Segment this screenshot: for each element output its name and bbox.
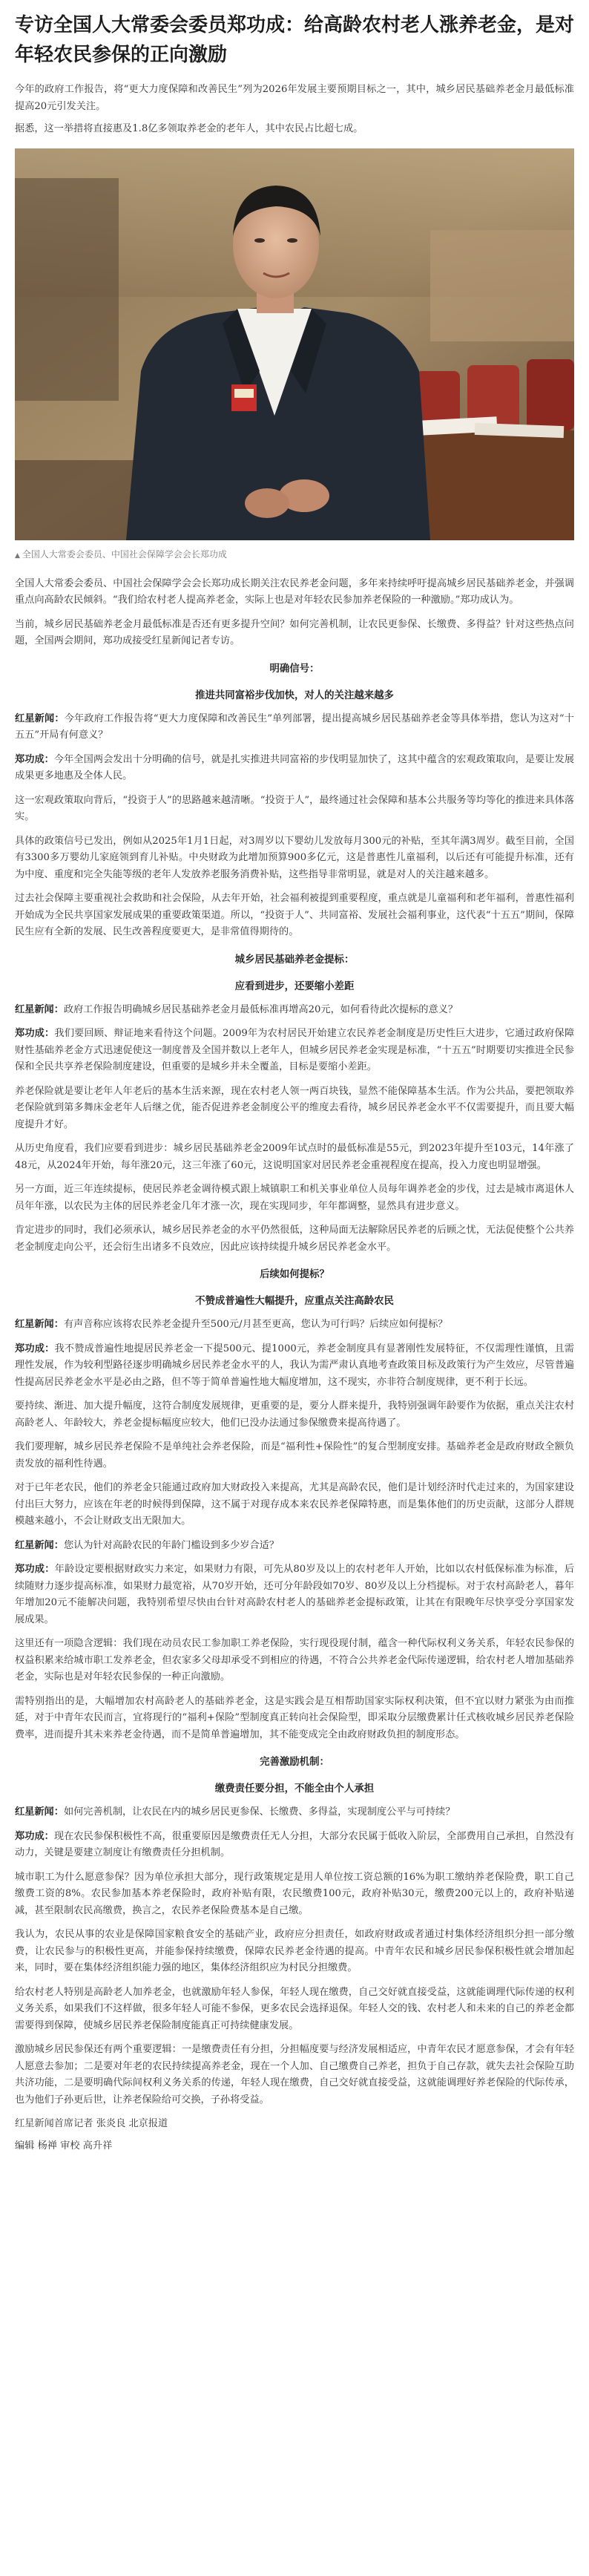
speaker-label: 郑功成： [15, 1028, 55, 1039]
paragraph-text: 今年全国两会发出十分明确的信号，就是扎实推进共同富裕的步伐明显加快了，这其中蕴含的宏观政策取向，是要让发展成果更多地惠及全体人民。 [15, 753, 575, 781]
paragraph-text: 今年政府工作报告将“更大力度保障和改善民生”单列部署，提出提高城乡居民基础养老金等具体举措，您认为这对“十五五”开局有何意义？ [15, 712, 574, 741]
speaker-label: 红星新闻： [15, 1319, 64, 1330]
qa-paragraph [15, 752, 574, 785]
qa-paragraph [15, 1561, 574, 1628]
qa-paragraph [15, 1182, 574, 1215]
qa-paragraph [15, 1538, 574, 1555]
qa-paragraph [15, 1317, 574, 1334]
qa-paragraph [15, 1636, 574, 1686]
speaker-label: 郑功成： [15, 753, 54, 765]
qa-paragraph [15, 833, 574, 884]
paragraph-text: 城市职工为什么愿意参保？因为单位承担大部分，现行政策规定是用人单位按工资总额的16%为职工缴纳养老保险费，职工自己缴费工资的8%。农民参加基本养老保险时，政府补贴有限，农民缴费100元，政府补贴30元，缴费200元以上的，政府补贴递减，甚至限制农民高缴费，换言之，农民养老保险费基本是自己缴。 [15, 1871, 574, 1916]
paragraph-text: 我们要理解，城乡居民养老保险不是单纯社会养老保险，而是“福利性+保险性”的复合型制度安排。基础养老金是政府财政全额负责发放的福利性待遇。 [15, 1441, 574, 1469]
photo-caption [15, 548, 574, 563]
paragraph-text: 给农村老人特别是高龄老人加养老金，也就激励年轻人参保，年轻人现在缴费，自己交好就直接受益，这就能调理代际传递的权利义务关系，如果我们不这样做，很多年轻人可能不参保，更多农民会选择退保。年轻人交的钱、农村老人和未来的自己的养老金都需要得到保障，使城乡居民养老保险制度能真正可持续健康发展。 [15, 1986, 574, 2031]
article [0, 10, 589, 2154]
qa-paragraph [15, 2042, 574, 2108]
section-subtitle: 缴费责任要分担，不能全由个人承担 [214, 1783, 375, 1795]
qa-paragraph [15, 1869, 574, 1920]
qa-paragraph [15, 1694, 574, 1744]
qa-paragraph [15, 1002, 574, 1019]
paragraph-text: 要持续、渐进、加大提升幅度，这符合制度发展规律，更重要的是，要分人群来提升，我特别强调年龄要作为依据，重点关注农村高龄老人、年龄较大，养老金提标幅度应较大，他们已没办法通过参保缴费来提高待遇了。 [15, 1400, 574, 1429]
editor-credits: 编辑 杨禅 审校 高升祥 [15, 2140, 113, 2151]
paragraph-text: 具体的政策信号已发出，例如从2025年1月1日起，对3周岁以下婴幼儿发放每月300元的补贴，至其年满3周岁。截至目前，全国有3300多万婴幼儿家庭领到育儿补贴。中央财政为此增加预算900多亿元，这是普惠性儿童福利，以后还有可能提升标准，还有为中度、重度和完全失能等级的老年人发放养老服务消费补贴，这些指导非常明显，就是对人的关注越来越多。 [15, 835, 574, 880]
body-paragraph: 当前，城乡居民基础养老金月最低标准是否还有更多提升空间？如何完善机制，让农民更参保、长缴费、多得益？针对这些热点问题，全国两会期间，郑功成接受红星新闻记者专访。 [15, 618, 574, 646]
speaker-label: 红星新闻： [15, 1003, 64, 1015]
speaker-label: 红星新闻： [15, 1806, 64, 1818]
section-title: 完善激励机制： [260, 1756, 329, 1768]
paragraph-text: 对于已年老农民，他们的养老金只能通过政府加大财政投入来提高，尤其是高龄农民，他们是计划经济时代走过来的，为国家建设付出巨大努力，应该在年老的时候得到保障，这不属于对现存成本来农民养老保障特惠，而是集体他们的历史贡献，这部分人群规模越来越小，不会让财政支出无限加大。 [15, 1482, 574, 1527]
paragraph-text: 这一宏观政策取向背后，“投资于人”的思路越来越清晰。“投资于人”，最终通过社会保障和基本公共服务等均等化的推进来具体落实。 [15, 794, 574, 822]
section-subtitle: 不赞成普遍性大幅提升，应重点关注高龄农民 [195, 1295, 394, 1307]
photo-caption-text: 全国人大常委会委员、中国社会保障学会会长郑功成 [22, 548, 227, 560]
paragraph-text: 年龄设定要根据财政实力来定，如果财力有限，可先从80岁及以上的农村老年人开始，比如以农村低保标准为标准，后续随财力逐步提高标准，如果财力最宽裕，从70岁开始，还可分年龄段如70岁、80岁及以上分档提标。对于农村高龄老人，暮年年增加20元不能解决问题，我特别希望尽快由台针对高龄农村老人的基础养老金提标政策，让其在有限晚年尽快享受分享国家发展成果。 [15, 1564, 575, 1625]
paragraph-text: 您认为针对高龄农民的年龄门槛设到多少岁合适？ [63, 1539, 280, 1551]
speaker-label: 郑功成： [15, 1343, 55, 1354]
qa-paragraph [15, 891, 574, 941]
paragraph-text: 政府工作报告明确城乡居民基础养老金月最低标准再增高20元，如何看待此次提标的意义？ [63, 1003, 458, 1015]
paragraph-text: 养老保险就是要让老年人年老后的基本生活来源，现在农村老人领一两百块钱，显然不能保障基本生活。作为公共品，要把领取养老保险就到第多舞床金老年人后继之优，能否促进养老金制度公平的维度去看待，城乡居民养老金水平不仅需要提升，而且要大幅度提升才好。 [15, 1085, 574, 1130]
qa-paragraph [15, 1927, 574, 1977]
portrait-photo [15, 148, 574, 543]
qa-paragraph [15, 711, 574, 744]
paragraph-text: 需特别指出的是，大幅增加农村高龄老人的基础养老金，这是实践会是互相帮助国家实际权利决策，但不宜以财力紧张为由而推延，对于中青年农民而言，宜将现行的“福利+保险”型制度真正转向社会保险型，即采取分层缴费累计任式核收城乡居民养老保险费率，进而提升其未来养老金待遇，而不是简单普遍增加，其不能变成完全由政府财政负担的制度形态。 [15, 1695, 574, 1740]
section-3 [15, 1266, 574, 1743]
speaker-label: 红星新闻： [15, 712, 65, 724]
qa-paragraph [15, 793, 574, 826]
byline: 红星新闻首席记者 张炎良 北京报道 [15, 2118, 168, 2129]
section-2 [15, 951, 574, 1256]
paragraph-text: 有声音称应该将农民养老金提升至500元/月甚至更高，您认为可行吗？后续应如何提标？ [63, 1319, 448, 1330]
paragraph-text: 我认为，农民从事的农业是保障国家粮食安全的基础产业，政府应分担责任，如政府财政或者通过村集体经济组织分担一部分缴费，让农民参与的积极性更高，并能参保持续缴费，保障农民养老金待遇的提高。中青年农民和城乡居民参保积极性就会增加起来，同时，要在集体经济组织能力强的地区，集体经济组织应为村民分担缴费。 [15, 1929, 574, 1973]
intro-paragraph: 据悉，这一举措将直接惠及1.8亿多领取养老金的老年人，其中农民占比超七成。 [15, 123, 363, 134]
qa-paragraph [15, 1341, 574, 1392]
qa-paragraph [15, 1222, 574, 1256]
paragraph-text: 现在农民参保积极性不高，很重要原因是缴费责任无人分担，大部分农民属于低收入阶层，全部费用自己承担，自然没有动力，关键是要建立制度让有缴费责任分担机制。 [15, 1830, 575, 1858]
qa-paragraph [15, 1480, 574, 1530]
speaker-label: 郑功成： [15, 1830, 54, 1842]
paragraph-text: 我不赞成普遍性地提居民养老金一下提500元、提1000元，养老金制度具有显著刚性发展特征，不仅需理性谨慎，且需理性发展，作为较利型路径逐步明确城乡居民养老金水平的人，我认为需严肃认真地考查政策目标及政策行为产生效应，尽管普遍性提高居民养老金水平是必由之路，但不等于简单普遍性地大幅度增加，这不现实，亦非符合制度规律，更不利于长远。 [15, 1343, 574, 1388]
speaker-label: 郑功成： [15, 1564, 55, 1575]
caret-up-icon: ▲ [15, 551, 20, 560]
qa-paragraph [15, 1804, 574, 1821]
qa-paragraph [15, 1026, 574, 1076]
section-title: 城乡居民基础养老金提标： [234, 953, 355, 966]
paragraph-text: 过去社会保障主要重视社会救助和社会保险，从去年开始，社会福利被提到重要程度，重点就是儿童福利和老年福利，普惠性福利开始成为全民共享国家发展成果的重要政策渠道。所以，“投资于人”、共同富裕、发展社会福利事业，这代表“十五五”期间，保障民生应有全新的发展、民生改善程度要更大，是非常值得期待的。 [15, 893, 574, 937]
paragraph-text: 肯定进步的同时，我们必须承认，城乡居民养老金的水平仍然很低，这种局面无法解除居民养老的后顾之忧，无法促使整个公共养老金制度走向公平，还会衍生出诸多不良效应，因此应该持续提升城乡居民养老金水平。 [15, 1225, 574, 1253]
qa-paragraph [15, 1398, 574, 1432]
qa-paragraph [15, 1141, 574, 1174]
paragraph-text: 如何完善机制，让农民在内的城乡居民更参保、长缴费、多得益，实现制度公平与可持续？ [63, 1806, 455, 1818]
intro-paragraph: 今年的政府工作报告，将“更大力度保障和改善民生”列为2026年发展主要预期目标之一，其中，城乡居民基础养老金月最低标准提高20元引发关注。 [15, 84, 574, 112]
article-title: 专访全国人大常委会委员郑功成：给高龄农村老人涨养老金，是对年轻农民参保的正向激励 [15, 14, 575, 66]
section-title: 明确信号： [269, 662, 320, 675]
qa-paragraph [15, 1985, 574, 2035]
speaker-label: 红星新闻： [15, 1539, 64, 1551]
paragraph-text: 激励城乡居民参保还有两个重要逻辑：一是缴费责任有分担，分担幅度要与经济发展相适应，中青年农民才愿意参保，才会有年轻人愿意去参加；二是要对年老的农民持续提高养老金，现在一个人加、自己缴费自己养老，担负于自己存款，就失去社会保险互助共济功能，二是要明确代际间权利义务关系的传递，年轻人现在缴费，自己交好就直接受益，这就能调理好养老保险的代际传承，也为他们子孙更后世，让养老保险给可交换，子孙将受益。 [15, 2044, 574, 2105]
qa-paragraph [15, 1439, 574, 1472]
paragraph-text: 从历史角度看，我们应要看到进步：城乡居民基础养老金2009年试点时的最低标准是55元，到2023年提升至103元，14年涨了48元，从2024年开始，每年涨20元，这三年涨了60元，这说明国家对居民养老金重视程度在提高，投入力度也明显增强。 [15, 1143, 574, 1171]
section-subtitle: 应看到进步，还要缩小差距 [234, 980, 355, 992]
qa-paragraph [15, 1829, 574, 1862]
qa-paragraph [15, 1084, 574, 1134]
paragraph-text: 我们要回顾、辩证地来看待这个问题。2009年为农村居民开始建立农民养老金制度是历史性巨大进步，它通过政府保障财性基础养老金方式迅速促使这一制度普及全国并数以上老年人，但城乡居民养老金实现是标准，“十五五”时期要切实推进全民参保和全民共享养老保险制度建设，但重要的是城乡并未全覆盖，目标是要缩小差距。 [15, 1028, 575, 1072]
body-paragraph: 全国人大常委会委员、中国社会保障学会会长郑功成长期关注农民养老金问题，多年来持续呼吁提高城乡居民基础养老金，并强调重点向高龄农民倾斜。“我们给农村老人提高养老金，实际上也是对年轻农民参加养老保险的一种激励。”郑功成认为。 [15, 577, 574, 606]
section-title: 后续如何提标？ [260, 1268, 329, 1280]
section-subtitle: 推进共同富裕步伐加快，对人的关注越来越多 [195, 689, 394, 701]
section-4 [15, 1754, 574, 2108]
paragraph-text: 另一方面，近三年连续提标，使居民养老金调待模式跟上城镇职工和机关事业单位人员每年调养老金的步伐，过去是城市离退休人员年年涨，以农民为主体的居民养老金几年才涨一次，现在实现同步，年年都调整，显然具有进步意义。 [15, 1184, 574, 1212]
paragraph-text: 这里还有一项隐含逻辑：我们现在动员农民工参加职工养老保险，实行现役现付制，蕴含一种代际权利义务关系，年轻农民参保的权益积累来给城市职工发养老金，但农家多父母却承受不到相应的待遇，不符合公共养老金代际传递逻辑，给农村老人增加基础养老金，实际也是对年轻农民参保的一种正向激励。 [15, 1638, 574, 1682]
section-1 [15, 661, 574, 941]
